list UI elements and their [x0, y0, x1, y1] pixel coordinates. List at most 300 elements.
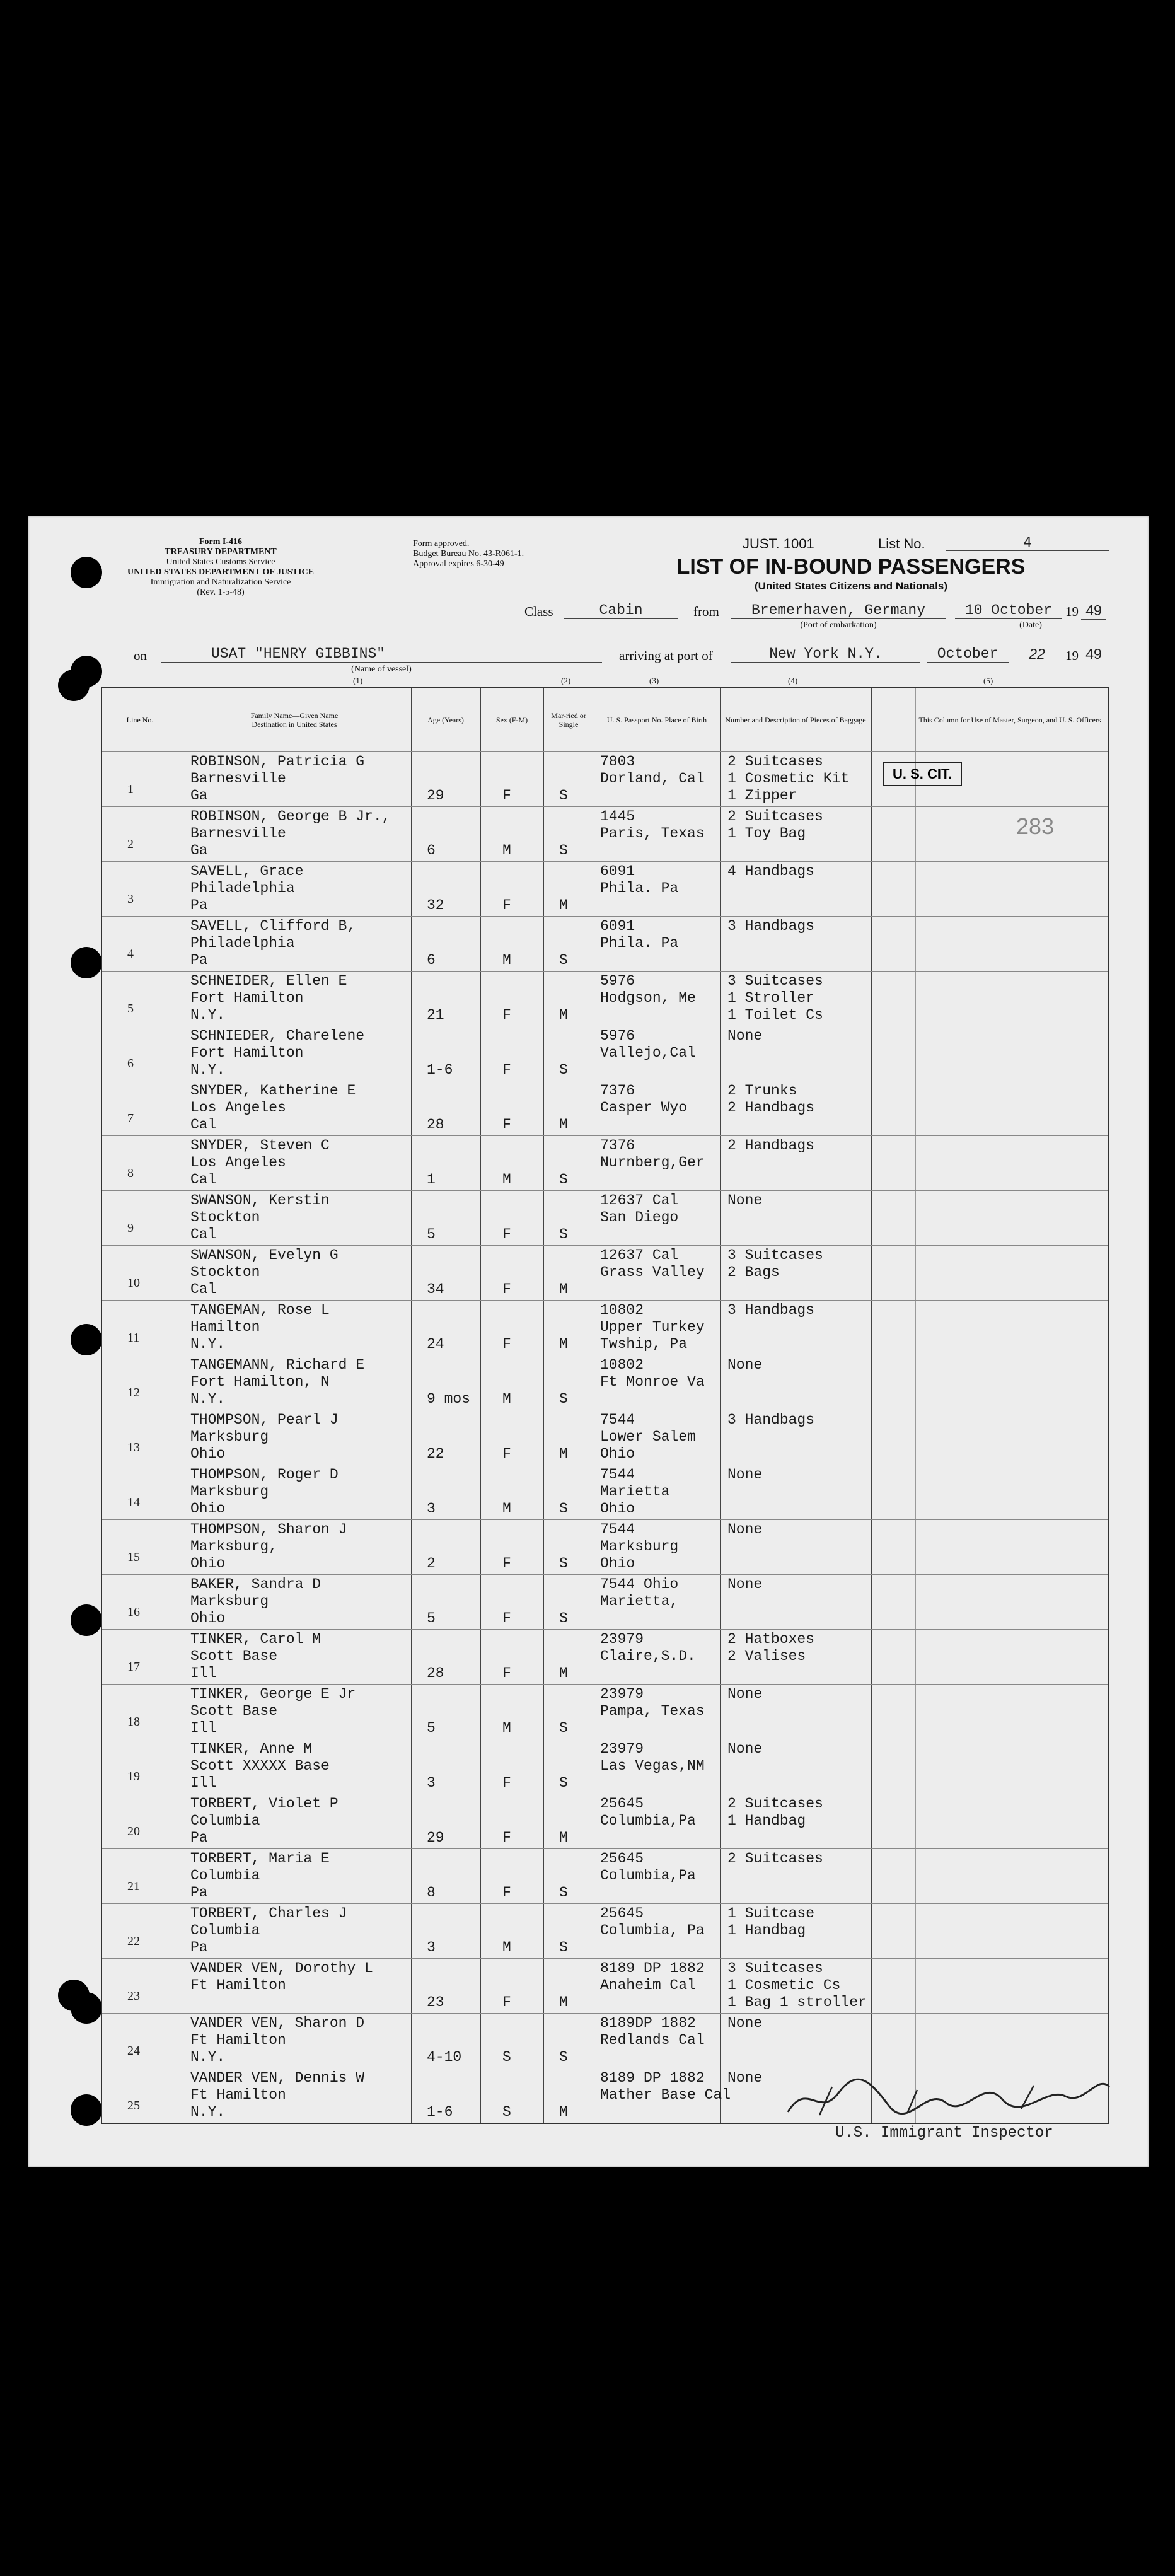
destination-state: Ga: [190, 787, 208, 804]
marital-status: S: [559, 1171, 568, 1188]
table-row: [102, 1135, 1108, 1191]
destination-state: N.Y.: [190, 1336, 226, 1352]
table-row: [102, 1026, 1108, 1081]
line-number: 19: [127, 1770, 140, 1784]
destination-city: Los Angeles: [190, 1099, 286, 1116]
destination-city: Los Angeles: [190, 1154, 286, 1171]
header-name: Family Name—Given Name Destination in United States: [250, 711, 339, 729]
marital-status: S: [559, 1775, 568, 1791]
page-title: LIST OF IN-BOUND PASSENGERS: [676, 555, 1026, 579]
destination-city: Marksburg: [190, 1429, 269, 1445]
table-row: [102, 1245, 1108, 1301]
place-of-birth: Columbia,Pa: [600, 1867, 696, 1884]
destination-city: Stockton: [190, 1264, 260, 1280]
destination-state: Cal: [190, 1281, 217, 1297]
destination-state: Ohio: [190, 1500, 226, 1517]
destination-state: Pa: [190, 1884, 208, 1901]
age: 23: [427, 1994, 444, 2010]
passport-number: 12637 Cal: [600, 1247, 679, 1263]
approval-line-3: Approval expires 6-30-49: [413, 559, 504, 569]
line-number: 17: [127, 1660, 140, 1674]
passenger-name: SNYDER, Steven C: [190, 1137, 330, 1154]
table-row: [102, 1903, 1108, 1959]
form-revision: (Rev. 1-5-48): [197, 588, 245, 597]
line-number: 10: [127, 1276, 140, 1290]
punch-hole-5: [71, 1324, 102, 1355]
age: 5: [427, 1226, 436, 1243]
passport-number: 23979: [600, 1686, 644, 1702]
passenger-name: TANGEMANN, Richard E: [190, 1357, 365, 1373]
line-number: 8: [127, 1166, 134, 1180]
destination-city: Scott Base: [190, 1703, 278, 1719]
passenger-name: ROBINSON, George B Jr.,: [190, 808, 391, 825]
baggage: None: [727, 1741, 763, 1757]
ins-service: Immigration and Naturalization Service: [150, 577, 291, 587]
marital-status: S: [559, 1720, 568, 1736]
passenger-name: SCHNEIDER, Ellen E: [190, 973, 347, 989]
arriving-label: arriving at port of: [619, 648, 713, 663]
marital-status: M: [559, 897, 568, 914]
baggage: None: [727, 1357, 763, 1373]
destination-state: Ill: [190, 1775, 217, 1791]
sex: M: [502, 952, 511, 968]
place-of-birth: Paris, Texas: [600, 825, 705, 842]
sex: F: [502, 787, 511, 804]
marital-status: M: [559, 1446, 568, 1462]
destination-state: Ill: [190, 1665, 217, 1681]
destination-city: Scott Base: [190, 1648, 278, 1664]
passport-number: 7803: [600, 753, 635, 770]
line-number: 2: [127, 837, 134, 851]
sex: F: [502, 1007, 511, 1023]
place-of-birth: Claire,S.D.: [600, 1648, 696, 1664]
age: 21: [427, 1007, 444, 1023]
line-number: 24: [127, 2044, 140, 2058]
line-number: 22: [127, 1934, 140, 1948]
destination-state: Pa: [190, 1939, 208, 1956]
age: 5: [427, 1720, 436, 1736]
passport-number: 7544 Ohio: [600, 1576, 679, 1593]
line-number: 15: [127, 1550, 140, 1564]
customs-service: United States Customs Service: [166, 557, 275, 567]
place-of-birth: Marksburg Ohio: [600, 1538, 679, 1572]
marital-status: S: [559, 1555, 568, 1572]
treasury-dept: TREASURY DEPARTMENT: [165, 547, 277, 557]
marital-status: S: [559, 842, 568, 859]
punch-hole-9: [71, 2094, 102, 2126]
sex: F: [502, 1884, 511, 1901]
passport-number: 7544: [600, 1521, 635, 1538]
baggage: 1 Suitcase 1 Handbag: [727, 1905, 815, 1939]
age: 22: [427, 1446, 444, 1462]
passenger-name: SWANSON, Kerstin: [190, 1192, 330, 1209]
vessel-caption: (Name of vessel): [351, 664, 412, 674]
sex: F: [502, 1555, 511, 1572]
embarkation-date: 10 October: [955, 602, 1062, 619]
us-citizen-stamp: U. S. CIT.: [883, 762, 962, 786]
table-row: [102, 1958, 1108, 2014]
line-number: 25: [127, 2099, 140, 2113]
passenger-name: TINKER, George E Jr: [190, 1686, 356, 1702]
line-number: 12: [127, 1386, 140, 1400]
destination-state: Ill: [190, 1720, 217, 1736]
place-of-birth: Mather Base Cal: [600, 2087, 731, 2103]
table-row: [102, 1410, 1108, 1465]
passport-number: 7544: [600, 1466, 635, 1483]
line-number: 18: [127, 1715, 140, 1729]
sex: M: [502, 1720, 511, 1736]
place-of-birth: Las Vegas,NM: [600, 1758, 705, 1774]
age: 28: [427, 1665, 444, 1681]
sex: S: [502, 2104, 511, 2120]
vessel-name: USAT "HENRY GIBBINS": [161, 646, 602, 663]
age: 28: [427, 1117, 444, 1133]
passport-number: 25645: [600, 1905, 644, 1922]
marital-status: S: [559, 1391, 568, 1407]
age: 2: [427, 1555, 436, 1572]
line-number: 4: [127, 947, 134, 961]
destination-state: Ga: [190, 842, 208, 859]
marital-status: M: [559, 1281, 568, 1297]
destination-state: Cal: [190, 1226, 217, 1243]
table-row: [102, 1794, 1108, 1849]
header-married: Mar-ried or Single: [551, 711, 586, 729]
place-of-birth: Dorland, Cal: [600, 770, 705, 787]
passenger-name: BAKER, Sandra D: [190, 1576, 321, 1593]
baggage: None: [727, 1466, 763, 1483]
destination-city: Fort Hamilton: [190, 990, 304, 1006]
on-label: on: [134, 648, 147, 663]
sex: F: [502, 1117, 511, 1133]
place-of-birth: Nurnberg,Ger: [600, 1154, 705, 1171]
sex: M: [502, 1171, 511, 1188]
department-block: [126, 537, 315, 598]
embarkation-year: 49: [1081, 602, 1106, 620]
arriving-year: 49: [1081, 646, 1106, 663]
baggage: 3 Handbags: [727, 1412, 815, 1428]
line-number: 9: [127, 1221, 134, 1235]
destination-state: Pa: [190, 952, 208, 968]
age: 34: [427, 1281, 444, 1297]
destination-city: Scott XXXXX Base: [190, 1758, 330, 1774]
sex: F: [502, 1830, 511, 1846]
table-row: [102, 1848, 1108, 1904]
passport-number: 8189 DP 1882: [600, 2070, 705, 2086]
baggage: 3 Handbags: [727, 1302, 815, 1318]
annotation-number: 283: [1016, 813, 1055, 839]
just-number: JUST. 1001: [743, 536, 814, 552]
passenger-name: TANGEMAN, Rose L: [190, 1302, 330, 1318]
passenger-name: SWANSON, Evelyn G: [190, 1247, 339, 1263]
age: 9 mos: [427, 1391, 471, 1407]
baggage: 3 Handbags: [727, 918, 815, 934]
punch-hole-4: [71, 947, 102, 978]
sex: F: [502, 1665, 511, 1681]
arriving-month: October: [927, 646, 1009, 663]
baggage: None: [727, 1686, 763, 1702]
marital-status: S: [559, 1610, 568, 1627]
from-label: from: [693, 604, 719, 619]
line-number: 23: [127, 1989, 140, 2003]
passenger-name: TORBERT, Violet P: [190, 1796, 339, 1812]
baggage: None: [727, 2070, 763, 2086]
age: 6: [427, 952, 436, 968]
line-number: 5: [127, 1002, 134, 1016]
place-of-birth: Columbia,Pa: [600, 1813, 696, 1829]
age: 8: [427, 1884, 436, 1901]
destination-state: Ohio: [190, 1446, 226, 1462]
passport-number: 10802: [600, 1302, 644, 1318]
passenger-name: TORBERT, Charles J: [190, 1905, 347, 1922]
destination-state: Pa: [190, 1830, 208, 1846]
baggage: 3 Suitcases 1 Cosmetic Cs 1 Bag 1 stroller: [727, 1960, 867, 2010]
table-row: [102, 1355, 1108, 1410]
punch-hole-3: [71, 656, 102, 687]
marital-status: S: [559, 1062, 568, 1078]
passport-number: 5976: [600, 973, 635, 989]
marital-status: S: [559, 787, 568, 804]
header-age: Age (Years): [427, 716, 464, 724]
marital-status: S: [559, 952, 568, 968]
line-number: 20: [127, 1825, 140, 1838]
list-no-label: List No.: [878, 536, 925, 552]
passenger-table: [101, 687, 1109, 2124]
marital-status: S: [559, 1884, 568, 1901]
table-row: [102, 1684, 1108, 1739]
baggage: 3 Suitcases 2 Bags: [727, 1247, 823, 1280]
passport-number: 7544: [600, 1412, 635, 1428]
baggage: 2 Trunks 2 Handbags: [727, 1082, 815, 1116]
baggage: 2 Hatboxes 2 Valises: [727, 1631, 815, 1664]
table-row: [102, 1081, 1108, 1136]
marital-status: M: [559, 1336, 568, 1352]
sex: M: [502, 1391, 511, 1407]
place-of-birth: Lower Salem Ohio: [600, 1429, 696, 1462]
passenger-name: VANDER VEN, Sharon D: [190, 2015, 365, 2031]
table-row: [102, 1629, 1108, 1685]
baggage: None: [727, 2015, 763, 2031]
marital-status: M: [559, 1830, 568, 1846]
baggage: 2 Suitcases 1 Handbag: [727, 1796, 823, 1829]
destination-state: Cal: [190, 1117, 217, 1133]
place-of-birth: Upper Turkey Twship, Pa: [600, 1319, 705, 1352]
passenger-name: VANDER VEN, Dennis W: [190, 2070, 365, 2086]
line-number: 1: [127, 782, 134, 796]
arriving-day: 22: [1015, 646, 1059, 663]
destination-city: Columbia: [190, 1922, 260, 1939]
embarkation-caption: (Port of embarkation): [800, 620, 877, 630]
destination-state: Ohio: [190, 1555, 226, 1572]
arriving-year-prefix: 19: [1065, 648, 1079, 663]
baggage: 2 Suitcases 1 Cosmetic Kit 1 Zipper: [727, 753, 850, 804]
sex: F: [502, 1226, 511, 1243]
place-of-birth: Phila. Pa: [600, 935, 679, 951]
col-num-3: (3): [649, 676, 659, 685]
passenger-name: THOMPSON, Sharon J: [190, 1521, 347, 1538]
embarkation-port: Bremerhaven, Germany: [731, 602, 946, 619]
line-number: 11: [127, 1331, 140, 1345]
passenger-name: SNYDER, Katherine E: [190, 1082, 356, 1099]
passport-number: 7376: [600, 1137, 635, 1154]
passenger-name: ROBINSON, Patricia G: [190, 753, 365, 770]
punch-hole-6: [71, 1604, 102, 1636]
form-number: Form I-416: [199, 537, 243, 547]
table-row: [102, 971, 1108, 1026]
sex: M: [502, 842, 511, 859]
col-num-4: (4): [788, 676, 798, 685]
age: 3: [427, 1500, 436, 1517]
destination-city: Columbia: [190, 1867, 260, 1884]
place-of-birth: San Diego: [600, 1209, 679, 1226]
sex: M: [502, 1939, 511, 1956]
passport-number: 23979: [600, 1631, 644, 1647]
destination-city: Columbia: [190, 1813, 260, 1829]
sex: F: [502, 1062, 511, 1078]
passport-number: 25645: [600, 1796, 644, 1812]
sex: F: [502, 1281, 511, 1297]
destination-city: Hamilton: [190, 1319, 260, 1335]
passenger-name: SCHNIEDER, Charelene: [190, 1028, 365, 1044]
table-row: [102, 861, 1108, 917]
passenger-name: TORBERT, Maria E: [190, 1850, 330, 1867]
marital-status: S: [559, 1939, 568, 1956]
destination-city: Fort Hamilton, N: [190, 1374, 330, 1390]
passport-number: 10802: [600, 1357, 644, 1373]
passport-number: 1445: [600, 808, 635, 825]
destination-city: Fort Hamilton: [190, 1045, 304, 1061]
place-of-birth: Anaheim Cal: [600, 1977, 696, 1993]
age: 3: [427, 1775, 436, 1791]
destination-state: N.Y.: [190, 1391, 226, 1407]
place-of-birth: Pampa, Texas: [600, 1703, 705, 1719]
date-caption: (Date): [1019, 620, 1042, 630]
baggage: None: [727, 1028, 763, 1044]
col-num-2: (2): [561, 676, 571, 685]
line-number: 7: [127, 1111, 134, 1125]
destination-city: Barnesville: [190, 770, 286, 787]
passport-number: 8189 DP 1882: [600, 1960, 705, 1976]
marital-status: M: [559, 1994, 568, 2010]
sex: F: [502, 1994, 511, 2010]
age: 29: [427, 787, 444, 804]
table-row: [102, 2013, 1108, 2068]
destination-city: Ft Hamilton: [190, 2087, 286, 2103]
punch-hole-8: [71, 1992, 102, 2024]
sex: F: [502, 1610, 511, 1627]
line-number: 16: [127, 1605, 140, 1619]
destination-city: Ft Hamilton: [190, 1977, 286, 1993]
table-row: [102, 916, 1108, 972]
line-number: 14: [127, 1495, 140, 1509]
destination-city: Marksburg: [190, 1483, 269, 1500]
age: 3: [427, 1939, 436, 1956]
destination-state: N.Y.: [190, 2104, 226, 2120]
page-subtitle: (United States Citizens and Nationals): [754, 580, 948, 592]
baggage: 2 Suitcases: [727, 1850, 823, 1867]
inspector-signature: [782, 2068, 1122, 2125]
passport-number: 7376: [600, 1082, 635, 1099]
place-of-birth: Hodgson, Me: [600, 990, 696, 1006]
header-passport: U. S. Passport No. Place of Birth: [606, 716, 707, 724]
passenger-name: SAVELL, Grace: [190, 863, 304, 879]
list-no-value: 4: [946, 533, 1109, 551]
baggage: None: [727, 1576, 763, 1593]
line-number: 13: [127, 1441, 140, 1454]
destination-state: N.Y.: [190, 1062, 226, 1078]
destination-city: Marksburg: [190, 1593, 269, 1610]
passenger-name: TINKER, Anne M: [190, 1741, 313, 1757]
passenger-name: SAVELL, Clifford B,: [190, 918, 356, 934]
passport-number: 25645: [600, 1850, 644, 1867]
baggage: 4 Handbags: [727, 863, 815, 879]
place-of-birth: Ft Monroe Va: [600, 1374, 705, 1390]
passport-number: 12637 Cal: [600, 1192, 679, 1209]
sex: F: [502, 1775, 511, 1791]
passenger-name: VANDER VEN, Dorothy L: [190, 1960, 373, 1976]
age: 1: [427, 1171, 436, 1188]
sex: F: [502, 897, 511, 914]
age: 6: [427, 842, 436, 859]
place-of-birth: Vallejo,Cal: [600, 1045, 696, 1061]
justice-dept: UNITED STATES DEPARTMENT OF JUSTICE: [127, 567, 314, 577]
approval-line-1: Form approved.: [413, 539, 470, 548]
embarkation-year-prefix: 19: [1065, 604, 1079, 619]
table-row: [102, 1300, 1108, 1355]
baggage: 2 Suitcases 1 Toy Bag: [727, 808, 823, 842]
punch-hole-1: [71, 557, 102, 588]
col-num-5: (5): [983, 676, 993, 685]
place-of-birth: Phila. Pa: [600, 880, 679, 896]
marital-status: M: [559, 1007, 568, 1023]
place-of-birth: Columbia, Pa: [600, 1922, 705, 1939]
marital-status: S: [559, 1226, 568, 1243]
approval-block: [413, 539, 602, 569]
age: 4-10: [427, 2049, 462, 2065]
sex: S: [502, 2049, 511, 2065]
col-num-1: (1): [353, 676, 363, 685]
header-sex: Sex (F-M): [495, 716, 528, 724]
destination-state: N.Y.: [190, 1007, 226, 1023]
table-row: [102, 1519, 1108, 1575]
destination-city: Barnesville: [190, 825, 286, 842]
marital-status: S: [559, 2049, 568, 2065]
age: 32: [427, 897, 444, 914]
header-officers: This Column for Use of Master, Surgeon, and U. S. Officers: [918, 716, 1101, 724]
marital-status: M: [559, 2104, 568, 2120]
table-row: [102, 806, 1108, 862]
approval-line-2: Budget Bureau No. 43-R061-1.: [413, 549, 524, 559]
place-of-birth: Redlands Cal: [600, 2032, 705, 2048]
place-of-birth: Marietta,: [600, 1593, 679, 1610]
sex: F: [502, 1336, 511, 1352]
destination-state: N.Y.: [190, 2049, 226, 2065]
age: 1-6: [427, 2104, 453, 2120]
age: 1-6: [427, 1062, 453, 1078]
age: 5: [427, 1610, 436, 1627]
marital-status: M: [559, 1665, 568, 1681]
destination-city: Ft Hamilton: [190, 2032, 286, 2048]
baggage: None: [727, 1192, 763, 1209]
passport-number: 23979: [600, 1741, 644, 1757]
header-baggage: Number and Description of Pieces of Baggage: [725, 716, 866, 724]
destination-state: Cal: [190, 1171, 217, 1188]
class-label: Class: [524, 604, 553, 619]
marital-status: S: [559, 1500, 568, 1517]
passenger-name: THOMPSON, Roger D: [190, 1466, 339, 1483]
destination-state: Pa: [190, 897, 208, 914]
line-number: 21: [127, 1879, 140, 1893]
destination-city: Marksburg,: [190, 1538, 278, 1555]
